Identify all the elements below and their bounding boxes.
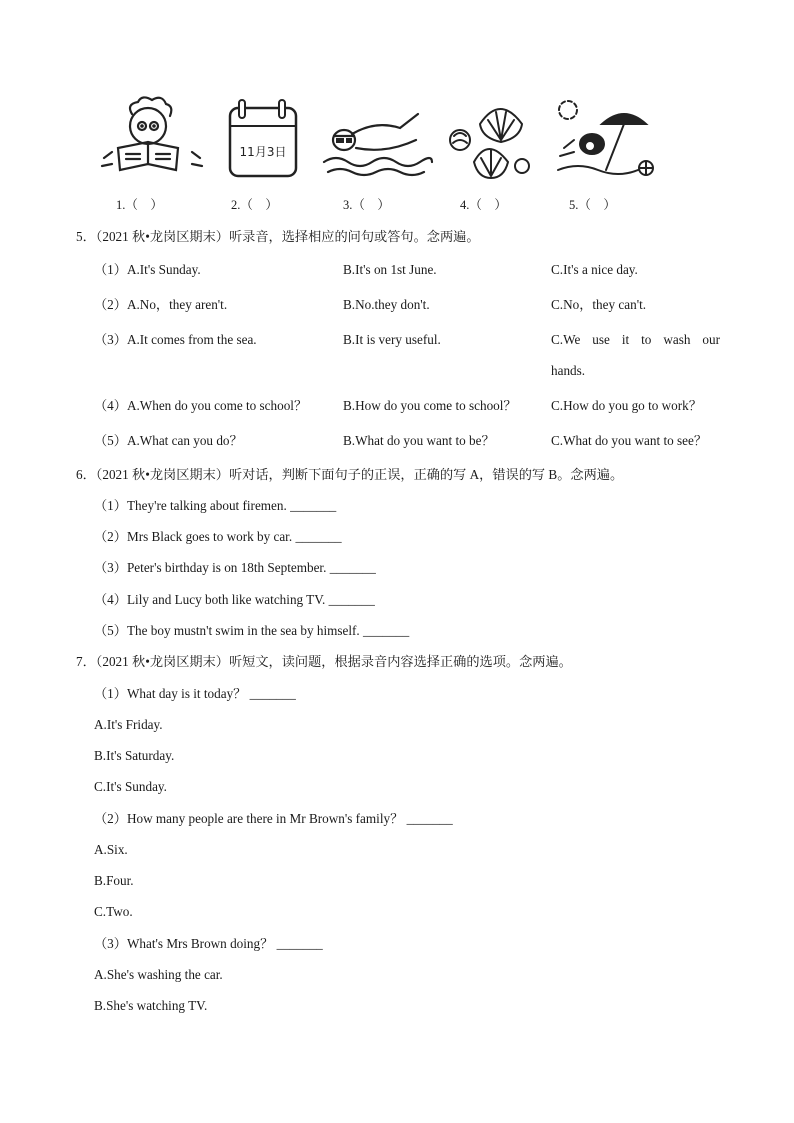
q5-row3-option-c: C.We use it to wash our [551, 332, 720, 347]
q6-item-3: （3）Peter's birthday is on 18th September. _______ [94, 560, 376, 575]
q5-row5-option-b: B.What do you want to be？ [343, 433, 495, 448]
q5-row3-option-a: （3）A.It comes from the sea. [94, 332, 257, 347]
q6-item-1: （1）They're talking about firemen. _______ [94, 498, 337, 513]
calendar-icon [222, 96, 334, 188]
q6-item-2: （2）Mrs Black goes to work by car. _______ [94, 529, 342, 544]
swimmer-icon [322, 96, 434, 188]
q7-q1-option-a: A.It's Friday. [94, 717, 163, 732]
q7-q3-option-b: B.She's watching TV. [94, 998, 208, 1013]
q6-item-4: （4）Lily and Lucy both like watching TV. _______ [94, 592, 375, 607]
q7-q3-option-a: A.She's washing the car. [94, 967, 223, 982]
question-6-title: 6．（2021 秋•龙岗区期末）听对话，判断下面句子的正误，正确的写 A，错误的写 B。念两遍。 [76, 467, 624, 482]
question-5-title: 5．（2021 秋•龙岗区期末）听录音，选择相应的问句或答句。念两遍。 [76, 229, 480, 244]
q5-row3-option-c-continued: hands. [551, 363, 586, 378]
shells-icon [444, 96, 556, 188]
picture-label-5: 5.（ ） [569, 198, 616, 212]
question-7-title: 7．（2021 秋•龙岗区期末）听短文，读问题，根据录音内容选择正确的选项。念两遍。 [76, 654, 572, 669]
q7-question-3: （3）What's Mrs Brown doing？ _______ [94, 936, 323, 951]
q5-row1-option-b: B.It's on 1st June. [343, 262, 437, 277]
q7-q2-option-b: B.Four. [94, 873, 134, 888]
q7-q2-option-c: C.Two. [94, 904, 133, 919]
reading-boy-icon [96, 96, 208, 188]
q5-row1-option-c: C.It's a nice day. [551, 262, 638, 277]
q5-row4-option-b: B.How do you come to school？ [343, 398, 517, 413]
picture-label-1: 1.（ ） [116, 198, 163, 212]
q5-row5-option-a: （5）A.What can you do？ [94, 433, 243, 448]
q5-row4-option-a: （4）A.When do you come to school？ [94, 398, 308, 413]
picture-label-4: 4.（ ） [460, 198, 507, 212]
q5-row3-option-b: B.It is very useful. [343, 332, 441, 347]
q7-q1-option-b: B.It's Saturday. [94, 748, 175, 763]
q7-question-1: （1）What day is it today？ _______ [94, 686, 296, 701]
q5-row2-option-b: B.No.they don't. [343, 297, 430, 312]
q6-item-5: （5）The boy mustn't swim in the sea by himself. _______ [94, 623, 410, 638]
q7-question-2: （2）How many people are there in Mr Brown's family？ _______ [94, 811, 453, 826]
picture-label-3: 3.（ ） [343, 198, 390, 212]
q7-q2-option-a: A.Six. [94, 842, 128, 857]
q5-row2-option-a: （2）A.No，they aren't. [94, 297, 228, 312]
beach-icon [550, 96, 662, 188]
q5-row1-option-a: （1）A.It's Sunday. [94, 262, 201, 277]
calendar-date: 11月3日 [239, 145, 287, 159]
q5-row5-option-c: C.What do you want to see？ [551, 433, 708, 448]
q5-row4-option-c: C.How do you go to work？ [551, 398, 702, 413]
q7-q1-option-c: C.It's Sunday. [94, 779, 167, 794]
picture-label-2: 2.（ ） [231, 198, 278, 212]
q5-row2-option-c: C.No，they can't. [551, 297, 647, 312]
